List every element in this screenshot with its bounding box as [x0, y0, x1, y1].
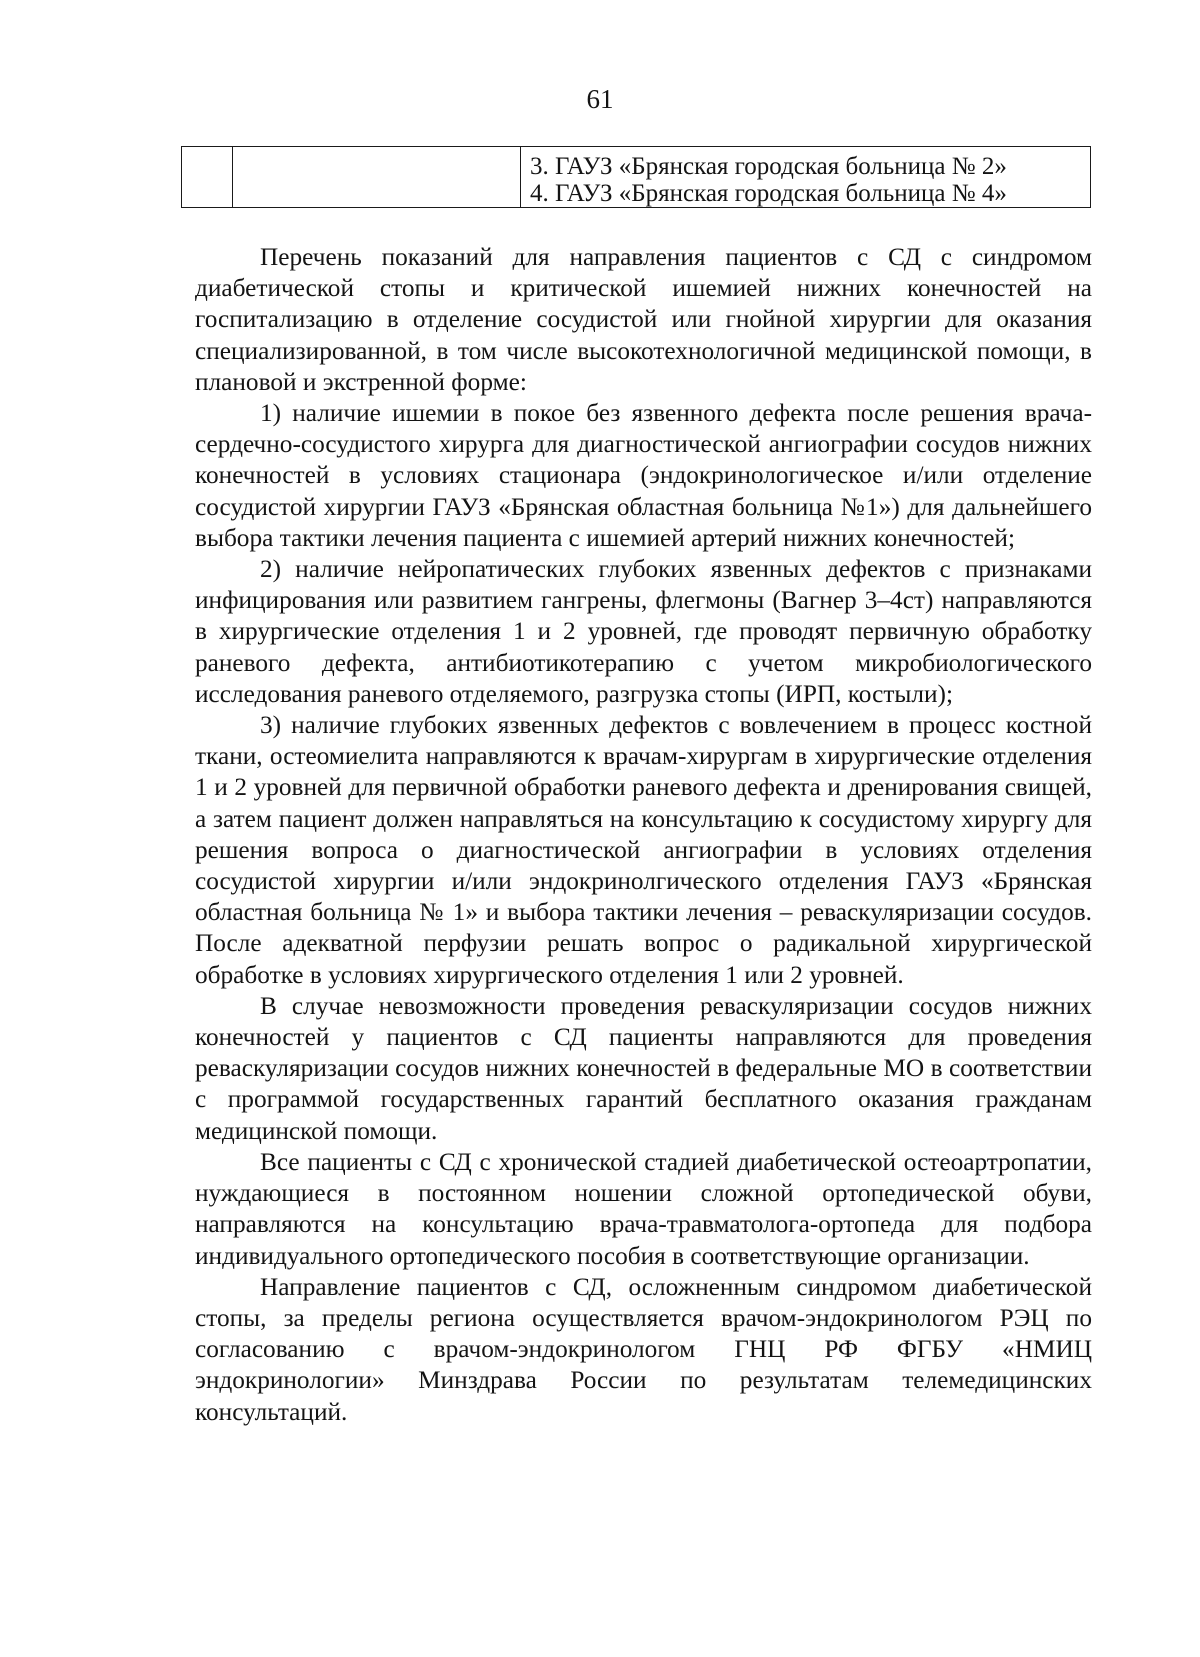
paragraph-revascularization: В случае невозможности проведения реваскуляризации сосудов нижних конечностей у пациентов с СД пациенты направляются для проведения реваскуляризации сосудов нижних конечностей в федеральные МО в соответствии с программой государственных гарантий бесплатного оказания гражданам медицинской помощи.: [195, 991, 1092, 1145]
body-text: [195, 242, 1092, 1428]
hospital-list-item: 3. ГАУЗ «Брянская городская больница № 2»: [530, 153, 1007, 180]
table-row: [182, 147, 1091, 208]
paragraph-orthopedics: Все пациенты с СД с хронической стадией диабетической остеоартропатии, нуждающиеся в постоянном ношении сложной ортопедической обуви, направляются на консультацию врача-травматолога-ортопеда для подбора индивидуального ортопедического пособия в соответствующие организации.: [195, 1147, 1092, 1270]
table-cell-empty: [233, 147, 521, 208]
continuation-table: [181, 146, 1091, 208]
list-item-2: 2) наличие нейропатических глубоких язвенных дефектов с признаками инфицирования или развитием гангрены, флегмоны (Вагнер 3–4ст) направляются в хирургические отделения 1 и 2 уровней, где проводят первичную обработку раневого дефекта, антибиотикотерапию с учетом микробиологического исследования раневого отделяемого, разгрузка стопы (ИРП, костыли);: [195, 555, 1092, 708]
table-cell-empty: [182, 147, 233, 208]
paragraph-referral: Направление пациентов с СД, осложненным синдромом диабетической стопы, за пределы региона осуществляется врачом-эндокринологом РЭЦ по согласованию с врачом-эндокринологом ГНЦ РФ ФГБУ «НМИЦ эндокринологии» Минздрава России по результатам телемедицинских консультаций.: [195, 1272, 1092, 1426]
page-number: 61: [586, 84, 614, 114]
paragraph-intro: Перечень показаний для направления пациентов с СД с синдромом диабетической стопы и критической ишемией нижних конечностей на госпитализацию в отделение сосудистой или гнойной хирургии для оказания специализированной, в том числе высокотехнологичной медицинской помощи, в плановой и экстренной форме:: [195, 243, 1092, 396]
list-item-1: 1) наличие ишемии в покое без язвенного дефекта после решения врача-сердечно-сосудистого хирурга для диагностической ангиографии сосудов нижних конечностей в условиях стационара (эндокринологическое и/или отделение сосудистой хирургии ГАУЗ «Брянская областная больница №1») для дальнейшего выбора тактики лечения пациента с ишемией артерий нижних конечностей;: [195, 399, 1092, 552]
list-item-3: 3) наличие глубоких язвенных дефектов с вовлечением в процесс костной ткани, остеомиелита направляются к врачам-хирургам в хирургические отделения 1 и 2 уровней для первичной обработки раневого дефекта и дренирования свищей, а затем пациент должен направляться на консультацию к сосудистому хирургу для решения вопроса о диагностической ангиографии в условиях отделения сосудистой хирургии и/или эндокринолгического отделения ГАУЗ «Брянская областная больница № 1» и выбора тактики лечения – реваскуляризации сосудов. После адекватной перфузии решать вопрос о радикальной хирургической обработке в условиях хирургического отделения 1 или 2 уровней.: [195, 711, 1092, 989]
table-cell-hospitals: [521, 147, 1091, 208]
hospital-list-item: 4. ГАУЗ «Брянская городская больница № 4»: [530, 180, 1007, 207]
